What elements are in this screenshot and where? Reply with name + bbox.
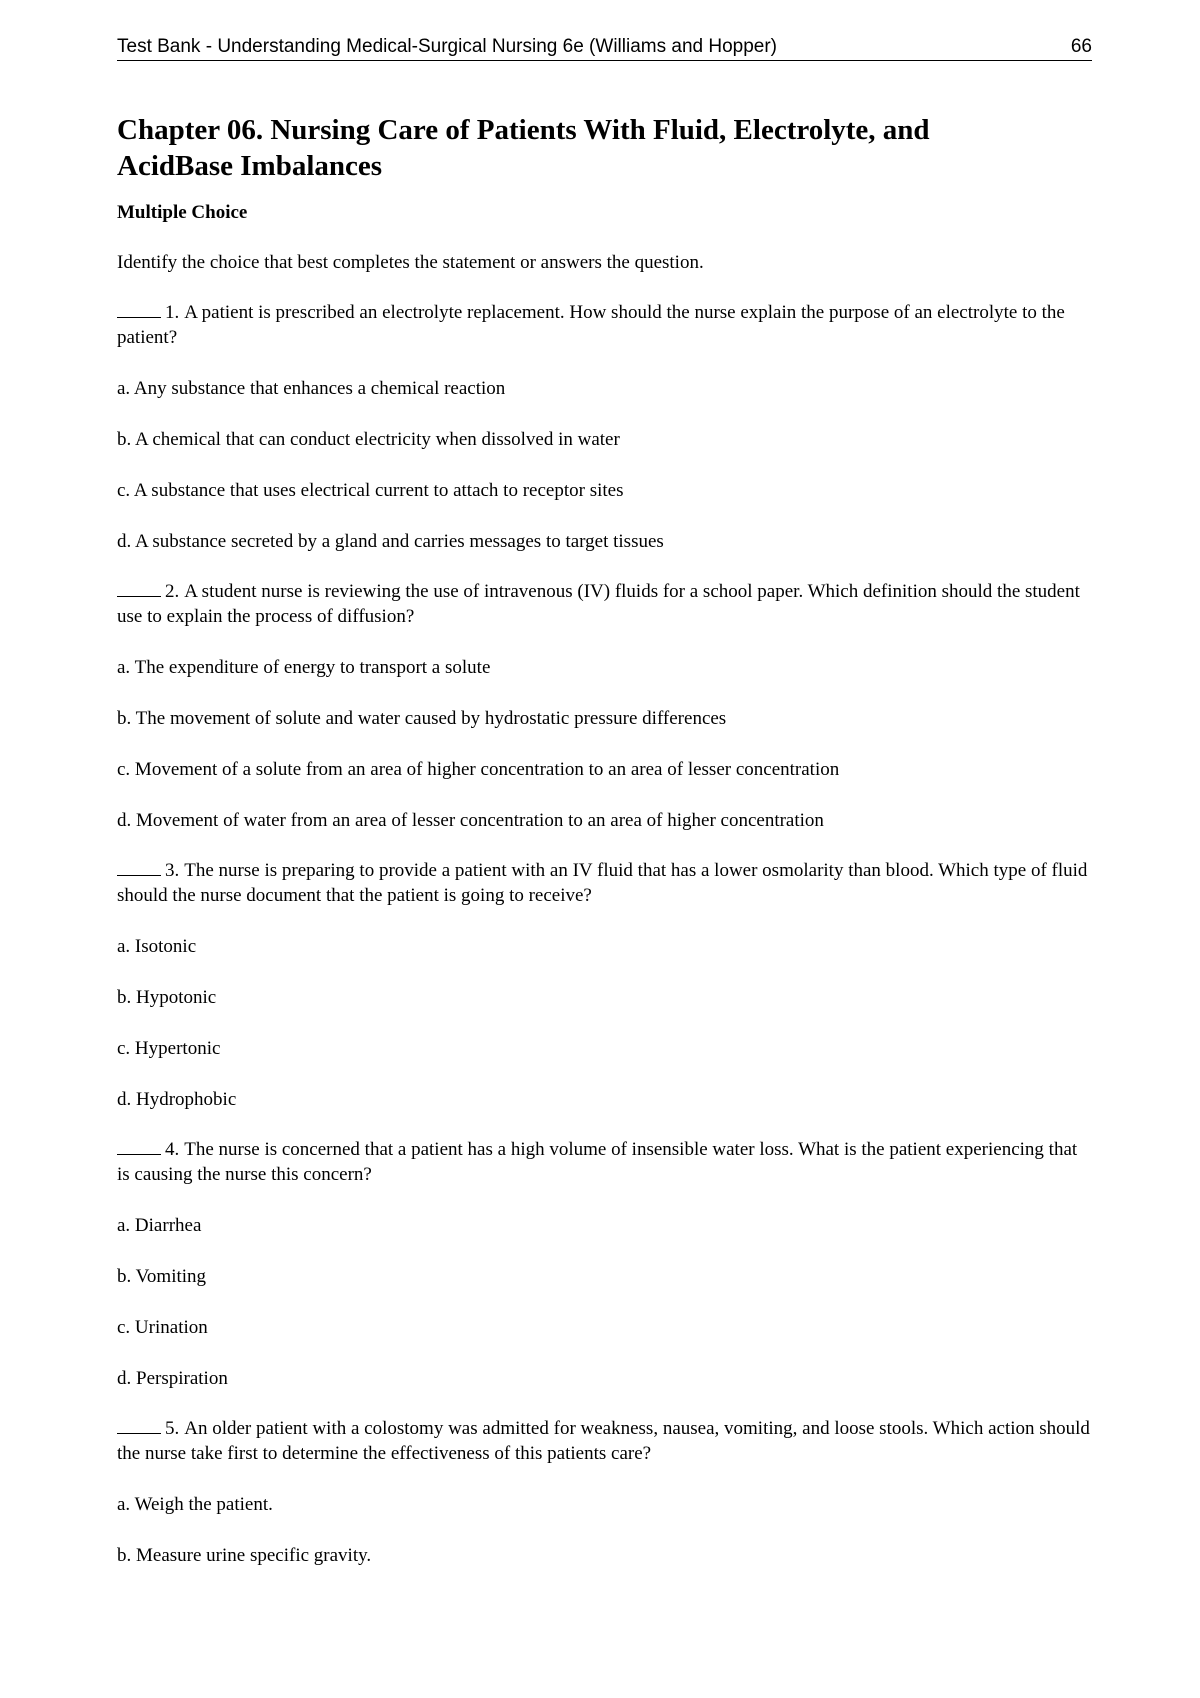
question-number: 2. xyxy=(165,581,180,602)
question-3 xyxy=(117,857,1092,908)
running-header xyxy=(117,34,1092,61)
option-3d: d. Hydrophobic xyxy=(117,1089,237,1110)
answer-blank xyxy=(117,1415,161,1434)
option-2a: a. The expenditure of energy to transport a solute xyxy=(117,657,491,678)
option-2c: c. Movement of a solute from an area of higher concentration to an area of lesser concentration xyxy=(117,759,840,780)
option-4c: c. Urination xyxy=(117,1317,208,1338)
question-stem: The nurse is preparing to provide a patient with an IV fluid that has a lower osmolarity than blood. Which type of fluid should the nurse document that the patient is going to receive? xyxy=(117,860,1088,906)
question-stem: A patient is prescribed an electrolyte replacement. How should the nurse explain the purpose of an electrolyte to the patient? xyxy=(117,302,1065,348)
option-4b: b. Vomiting xyxy=(117,1266,207,1287)
option-2b: b. The movement of solute and water caused by hydrostatic pressure differences xyxy=(117,708,727,729)
answer-blank xyxy=(117,578,161,597)
question-number: 5. xyxy=(165,1418,180,1439)
option-4d: d. Perspiration xyxy=(117,1368,228,1389)
option-2d: d. Movement of water from an area of lesser concentration to an area of higher concentration xyxy=(117,810,824,831)
question-5 xyxy=(117,1415,1092,1466)
option-3a: a. Isotonic xyxy=(117,936,197,957)
question-number: 1. xyxy=(165,302,180,323)
option-1a: a. Any substance that enhances a chemical reaction xyxy=(117,378,506,399)
option-3c: c. Hypertonic xyxy=(117,1038,221,1059)
question-number: 3. xyxy=(165,860,180,881)
option-5a: a. Weigh the patient. xyxy=(117,1494,273,1515)
question-number: 4. xyxy=(165,1139,180,1160)
answer-blank xyxy=(117,299,161,318)
instructions: Identify the choice that best completes the statement or answers the question. xyxy=(117,252,704,273)
chapter-title: Chapter 06. Nursing Care of Patients With Fluid, Electrolyte, and AcidBase Imbalances xyxy=(117,114,930,182)
option-5b: b. Measure urine specific gravity. xyxy=(117,1545,372,1566)
answer-blank xyxy=(117,857,161,876)
page-number: 66 xyxy=(1070,36,1092,57)
question-2 xyxy=(117,578,1092,629)
answer-blank xyxy=(117,1136,161,1155)
running-header-title: Test Bank - Understanding Medical-Surgical Nursing 6e (Williams and Hopper) xyxy=(117,36,777,57)
question-stem: A student nurse is reviewing the use of intravenous (IV) fluids for a school paper. Which definition should the student use to explain the process of diffusion? xyxy=(117,581,1080,627)
question-4 xyxy=(117,1136,1092,1187)
question-1 xyxy=(117,299,1092,350)
option-4a: a. Diarrhea xyxy=(117,1215,202,1236)
section-heading: Multiple Choice xyxy=(117,202,248,223)
option-1b: b. A chemical that can conduct electricity when dissolved in water xyxy=(117,429,620,450)
page-content xyxy=(117,112,1092,1568)
option-1c: c. A substance that uses electrical current to attach to receptor sites xyxy=(117,480,624,501)
question-stem: The nurse is concerned that a patient has a high volume of insensible water loss. What is the patient experiencing that is causing the nurse this concern? xyxy=(117,1139,1078,1185)
question-stem: An older patient with a colostomy was admitted for weakness, nausea, vomiting, and loose stools. Which action should the nurse take first to determine the effectiveness of this patients care? xyxy=(117,1418,1090,1464)
option-3b: b. Hypotonic xyxy=(117,987,217,1008)
option-1d: d. A substance secreted by a gland and carries messages to target tissues xyxy=(117,531,664,552)
